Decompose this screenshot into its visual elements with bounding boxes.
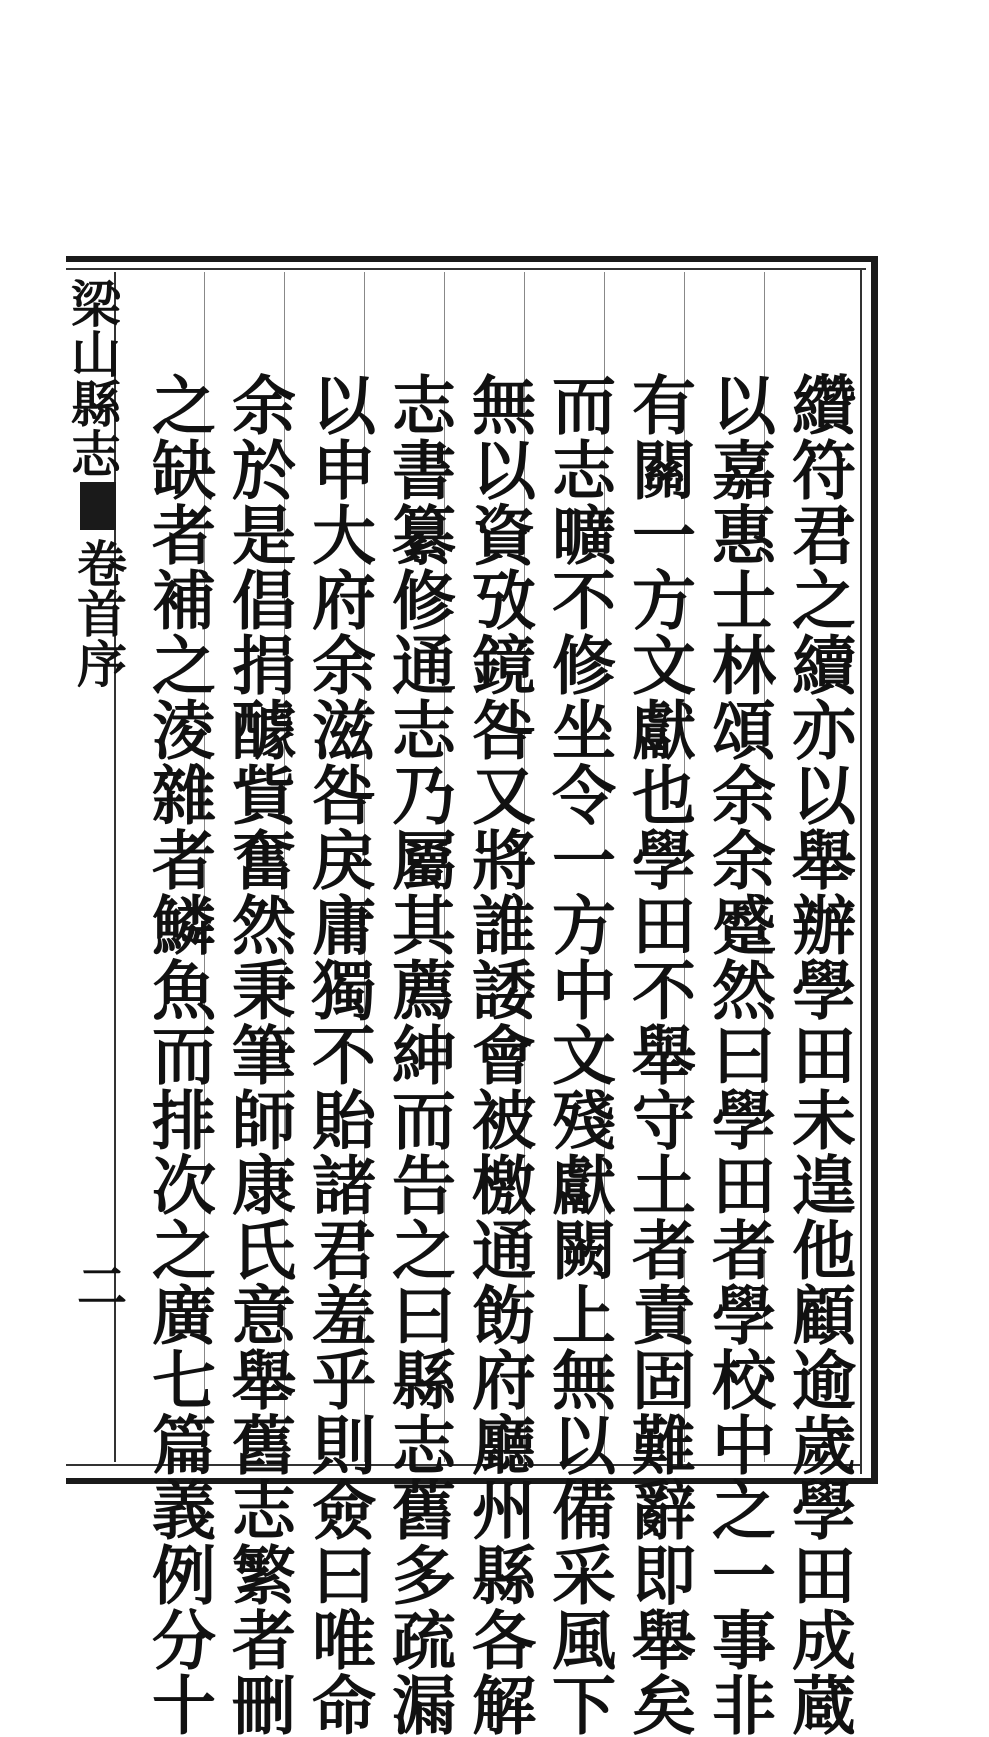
- text-column-9: 之缺者補之淩雜者鱗魚而排次之廣七篇義例分十: [141, 372, 216, 1737]
- text-column-5: 無以資攷鏡咎又將誰諉會被檄通飭府廳州縣各解: [461, 372, 536, 1737]
- frame-inner-top-rule: [66, 268, 866, 270]
- frame-inner-right-rule: [860, 268, 862, 1474]
- gutter-page-number: 二: [69, 1260, 128, 1310]
- text-column-1: 纘符君之續亦以舉辦學田未遑他顧逾歲學田成蔵: [781, 372, 856, 1737]
- text-column-7: 以申大府余滋咎戾庸獨不貽諸君羞乎則僉曰唯命: [301, 372, 376, 1737]
- text-column-8: 余於是倡捐醵貲奮然秉筆師康氏意舉舊志繁者刪: [221, 372, 296, 1737]
- text-column-4: 而志曠不修坐令一方中文殘獻闕上無以備采風下: [541, 372, 616, 1737]
- gutter-section-label: 卷首序: [69, 538, 128, 688]
- gutter-book-title: 梁山縣志: [63, 278, 122, 478]
- text-column-6: 志書纂修通志乃屬其薦紳而告之曰縣志舊多疏漏: [381, 372, 456, 1737]
- text-column-2: 以嘉惠士林頌余余蹙然曰學田者學校中之一事非: [701, 372, 776, 1737]
- fish-tail-mark: [80, 482, 116, 530]
- text-column-3: 有關一方文獻也學田不舉守土者責固難辭即舉矣: [621, 372, 696, 1737]
